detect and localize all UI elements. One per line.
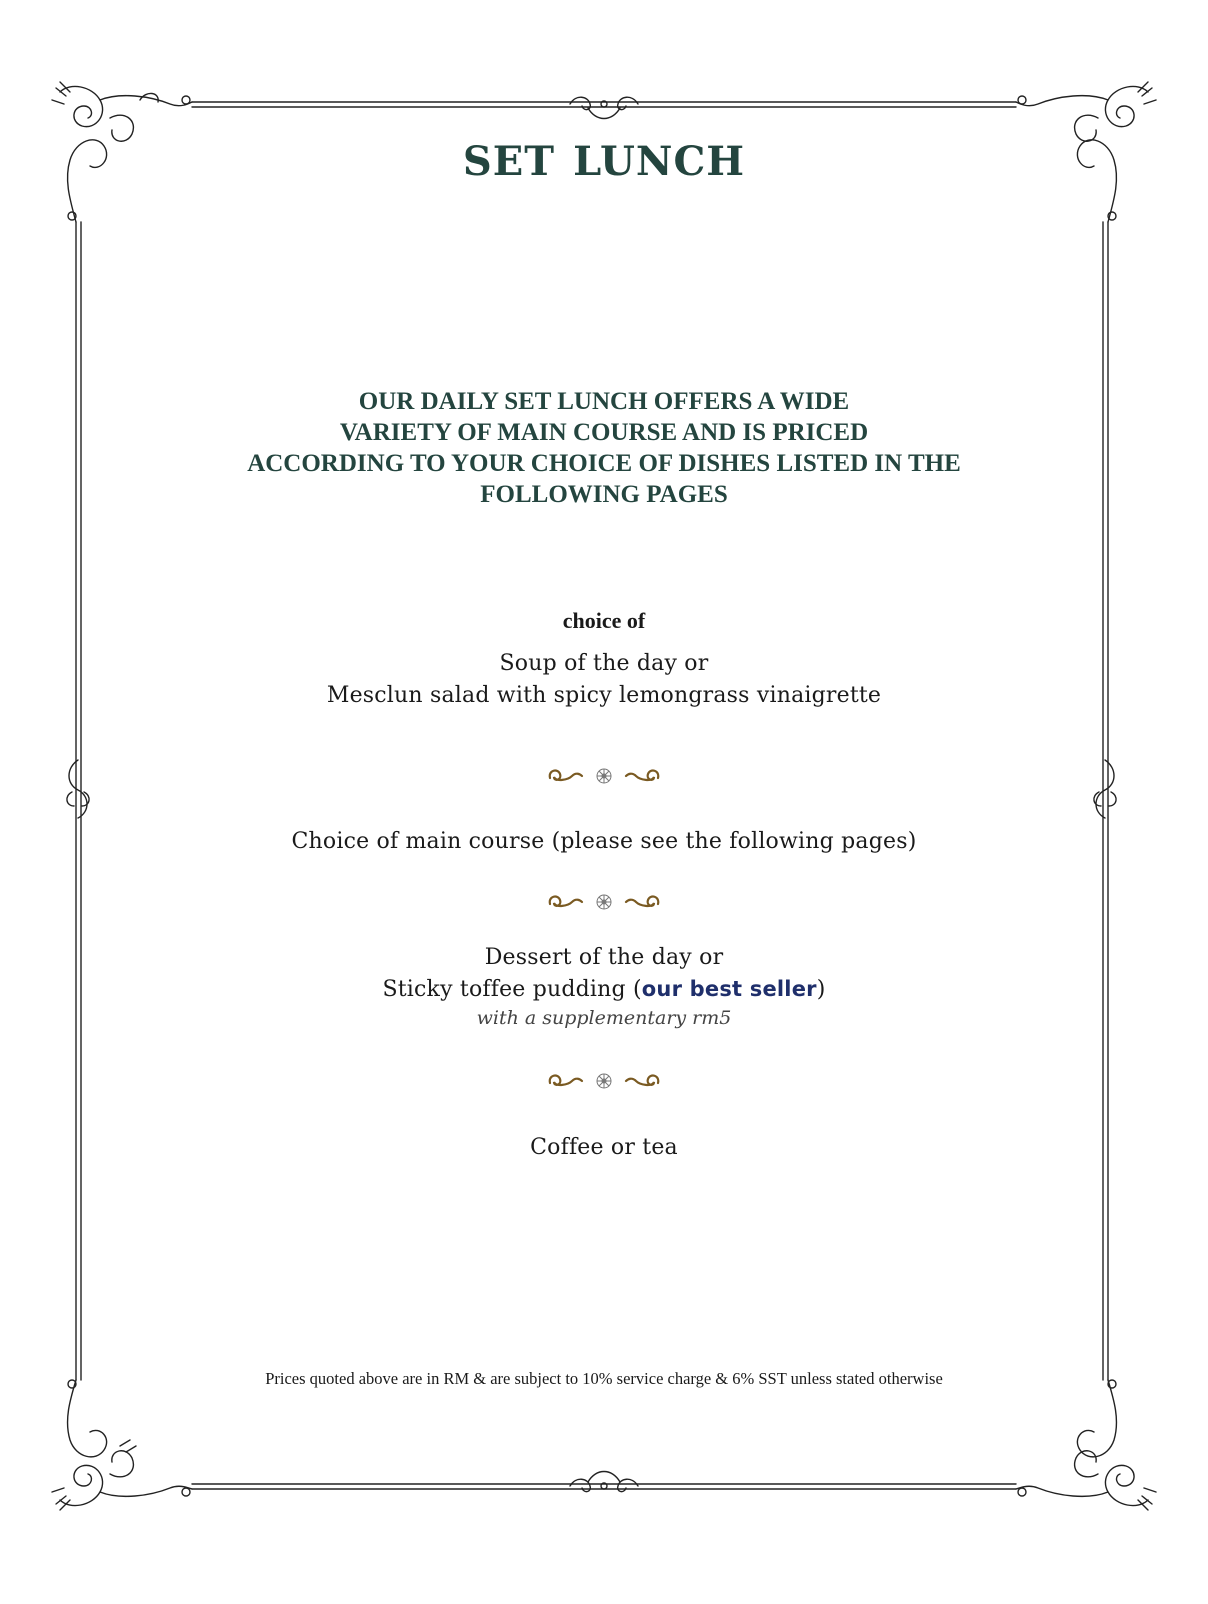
price-footnote: Prices quoted above are in RM & are subject to 10% service charge & 6% SST unless stated otherwise xyxy=(265,1369,943,1388)
flourish-divider-icon xyxy=(0,762,1208,788)
dessert-supplement-note: with a supplementary rm5 xyxy=(476,1007,732,1029)
flourish-divider-icon xyxy=(0,1067,1208,1093)
starter-option-soup: Soup of the day or xyxy=(499,651,709,676)
flourish-divider-icon xyxy=(0,888,1208,914)
dessert-pudding-suffix: ) xyxy=(816,977,826,1002)
title-word-set: SET xyxy=(462,138,556,185)
beverage-option: Coffee or tea xyxy=(530,1135,678,1160)
intro-line: ACCORDING TO YOUR CHOICE OF DISHES LISTED IN THE xyxy=(247,450,961,477)
intro-line: FOLLOWING PAGES xyxy=(480,481,728,508)
intro-paragraph xyxy=(0,386,1208,510)
page-title xyxy=(0,138,1208,185)
choice-heading: choice of xyxy=(562,608,646,633)
dessert-pudding-prefix: Sticky toffee pudding ( xyxy=(382,977,642,1002)
best-seller-highlight: our best seller xyxy=(641,977,817,1001)
dessert-option-day: Dessert of the day or xyxy=(484,945,724,970)
intro-line: VARIETY OF MAIN COURSE AND IS PRICED xyxy=(339,419,869,446)
starter-option-salad: Mesclun salad with spicy lemongrass vinaigrette xyxy=(326,683,882,708)
title-word-lunch: LUNCH xyxy=(573,138,746,185)
main-course-option: Choice of main course (please see the following pages) xyxy=(291,829,917,854)
intro-line: OUR DAILY SET LUNCH OFFERS A WIDE xyxy=(358,388,850,415)
dessert-option-pudding xyxy=(0,973,1208,1006)
